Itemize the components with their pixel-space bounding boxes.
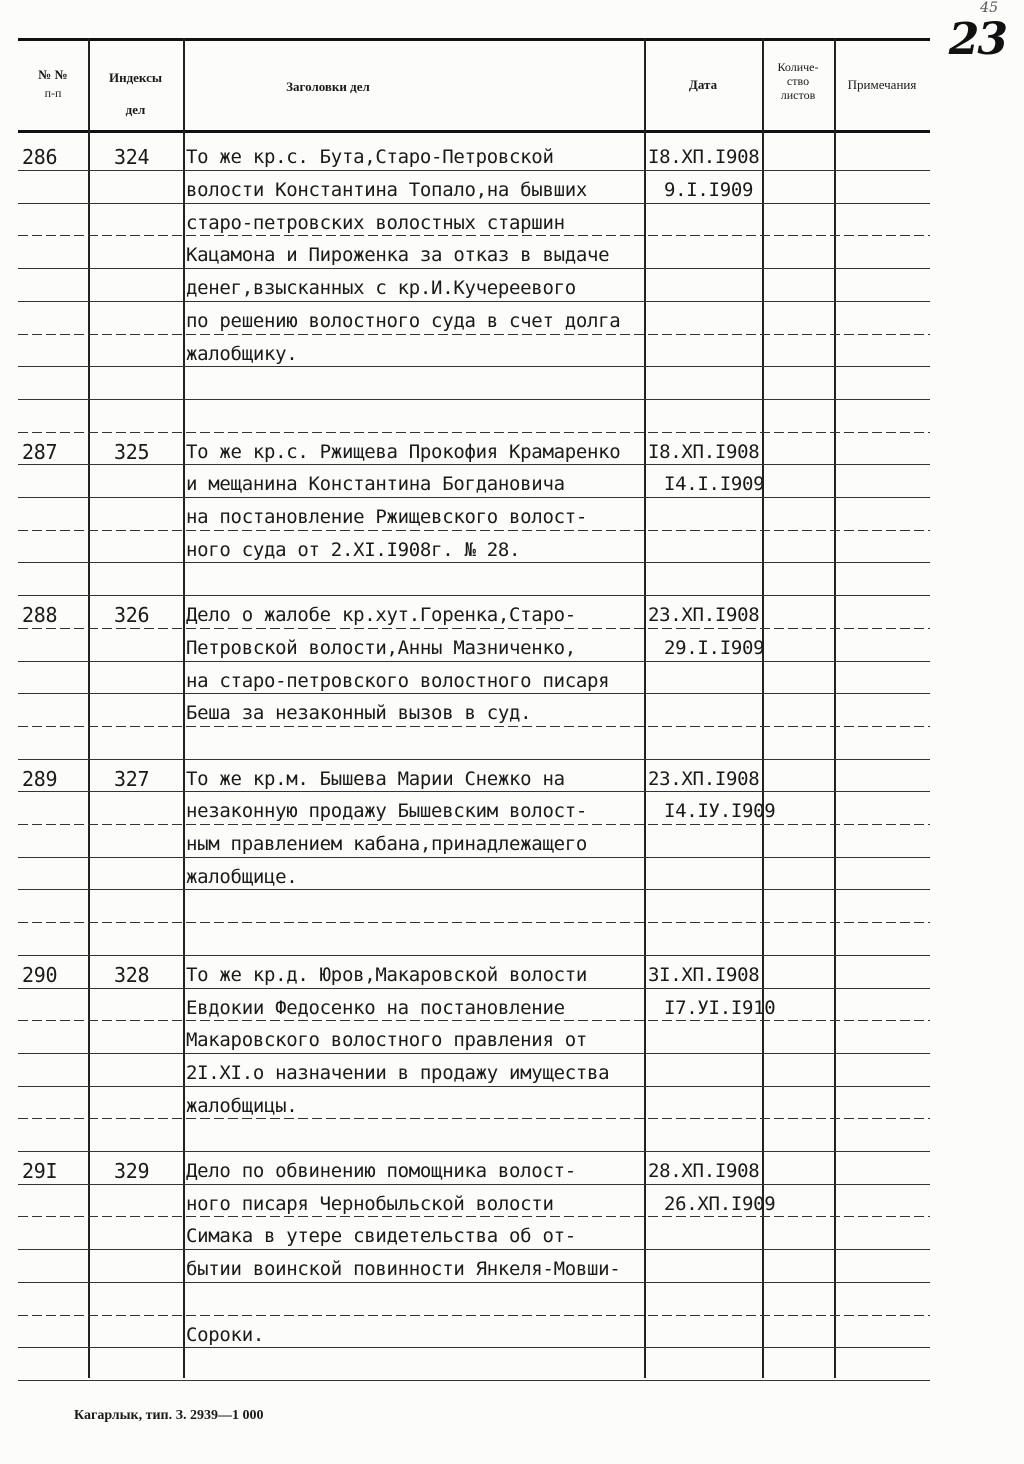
- entry-title-line: Кацамона и Пироженка за отказ в выдаче: [186, 244, 610, 267]
- entry-title-line: жалобщицы.: [186, 1094, 298, 1117]
- entry-title-line: ного писаря Чернобыльской волости: [186, 1192, 554, 1215]
- col-divider: [88, 38, 90, 1378]
- col-divider: [183, 38, 185, 1378]
- entry-index: 329: [114, 1159, 150, 1183]
- entry-date-end: I7.УI.I910: [664, 996, 776, 1019]
- header-index: Индексы дел: [108, 70, 163, 117]
- entry-number: 290: [22, 962, 58, 987]
- entry-number: 29I: [22, 1159, 58, 1183]
- entry-title-line: ным правлением кабана,принадлежащего: [186, 833, 588, 855]
- entry-title-line: Сороки.: [186, 1323, 264, 1346]
- ledger-table: [18, 38, 930, 1378]
- entry-title-line: на старо-петровского волостного писаря: [186, 669, 610, 692]
- header-sheets: Количе- ство листов: [777, 60, 819, 102]
- top-rule: [18, 38, 930, 41]
- entry-date-start: 23.XП.I908: [648, 767, 760, 790]
- entry-number: 288: [22, 603, 58, 628]
- entry-title-line: по решению волостного суда в счет долга: [186, 309, 621, 332]
- entry-number: 289: [22, 766, 58, 791]
- entry-title-line: Евдокии Федосенко на постановление: [186, 996, 565, 1019]
- entry-date-start: 28.XП.I908: [648, 1160, 760, 1182]
- entry-index: 328: [114, 962, 150, 987]
- entry-title-line: То же кр.м. Бышева Марии Снежко на: [186, 767, 565, 790]
- ruled-line: [18, 1315, 930, 1316]
- entry-date-end: 9.I.I909: [664, 179, 754, 201]
- entry-index: 325: [114, 439, 150, 464]
- entry-title-line: Беша за незаконный вызов в суд.: [186, 702, 532, 725]
- entry-title-line: ного суда от 2.XI.I908г. № 28.: [186, 538, 521, 561]
- ruled-line: [18, 1380, 930, 1381]
- header-notes: Примечания: [847, 77, 917, 92]
- entry-title-line: незаконную продажу Бышевским волост-: [186, 800, 588, 823]
- entry-title-line: То же кр.с. Бута,Старо-Петровской: [186, 146, 554, 169]
- entry-title-line: 2I.XI.о назначении в продажу имущества: [186, 1061, 610, 1084]
- entry-number: 287: [22, 439, 58, 464]
- ruled-line: [18, 922, 930, 923]
- ruled-line: [18, 399, 930, 400]
- entry-title-line: То же кр.с. Ржищева Прокофия Крамаренко: [186, 440, 621, 463]
- ruled-line: [18, 1118, 930, 1119]
- entry-title-line: Петровской волости,Анны Мазниченко,: [186, 636, 576, 659]
- entry-index: 326: [114, 603, 150, 628]
- entry-date-end: I4.IУ.I909: [664, 800, 776, 823]
- entry-title-line: жалобщице.: [186, 865, 298, 888]
- entry-index: 327: [114, 766, 150, 791]
- entry-date-start: I8.XП.I908: [648, 440, 760, 463]
- entry-date-end: 26.XП.I909: [664, 1192, 776, 1215]
- entry-title-line: старо-петровских волостных старшин: [186, 211, 565, 234]
- entry-title-line: Симака в утере свидетельства об от-: [186, 1225, 576, 1248]
- ruled-line: [18, 759, 930, 760]
- entry-title-line: на постановление Ржищевского волост-: [186, 506, 588, 528]
- printer-imprint: Кагарлык, тип. З. 2939—1 000: [74, 1408, 264, 1423]
- entry-title-line: Макаровского волостного правления от: [186, 1029, 588, 1052]
- ruled-line: [18, 366, 930, 367]
- entry-date-end: 29.I.I909: [664, 636, 765, 659]
- entry-title-line: жалобщику.: [186, 342, 298, 365]
- entry-title-line: бытии воинской повинности Янкеля-Мовши-: [186, 1258, 621, 1281]
- entry-date-start: 23.XП.I908: [648, 604, 760, 627]
- entry-number: 286: [22, 145, 58, 170]
- col-divider: [834, 38, 836, 1378]
- header-title: Заголовки дел: [286, 79, 370, 94]
- folio-old: 45: [980, 0, 998, 16]
- ruled-line: [18, 1347, 930, 1348]
- ruled-line: [18, 432, 930, 433]
- entry-title-line: и мещанина Константина Богдановича: [186, 473, 565, 496]
- header-rule: [18, 130, 930, 133]
- entry-title-line: волости Константина Топало,на бывших: [186, 179, 588, 201]
- ruled-line: [18, 595, 930, 596]
- entry-date-start: I8.XП.I908: [648, 146, 760, 169]
- entry-title-line: денег,взысканных с кр.И.Кучереевого: [186, 277, 576, 300]
- folio-number: 23: [948, 14, 1006, 65]
- entry-date-start: 3I.XП.I908: [648, 963, 760, 986]
- entry-index: 324: [114, 145, 150, 170]
- entry-date-end: I4.I.I909: [664, 473, 765, 496]
- entry-title-line: Дело по обвинению помощника волост-: [186, 1160, 576, 1182]
- header-date: Дата: [688, 77, 718, 92]
- ruled-line: [18, 889, 930, 890]
- entry-title-line: Дело о жалобе кр.хут.Горенка,Старо-: [186, 604, 576, 627]
- header-number: № № п-п: [38, 67, 68, 100]
- col-divider: [762, 38, 764, 1378]
- entry-title-line: То же кр.д. Юров,Макаровской волости: [186, 963, 588, 986]
- ruled-line: [18, 955, 930, 956]
- ruled-line: [18, 1151, 930, 1152]
- col-divider: [644, 38, 646, 1378]
